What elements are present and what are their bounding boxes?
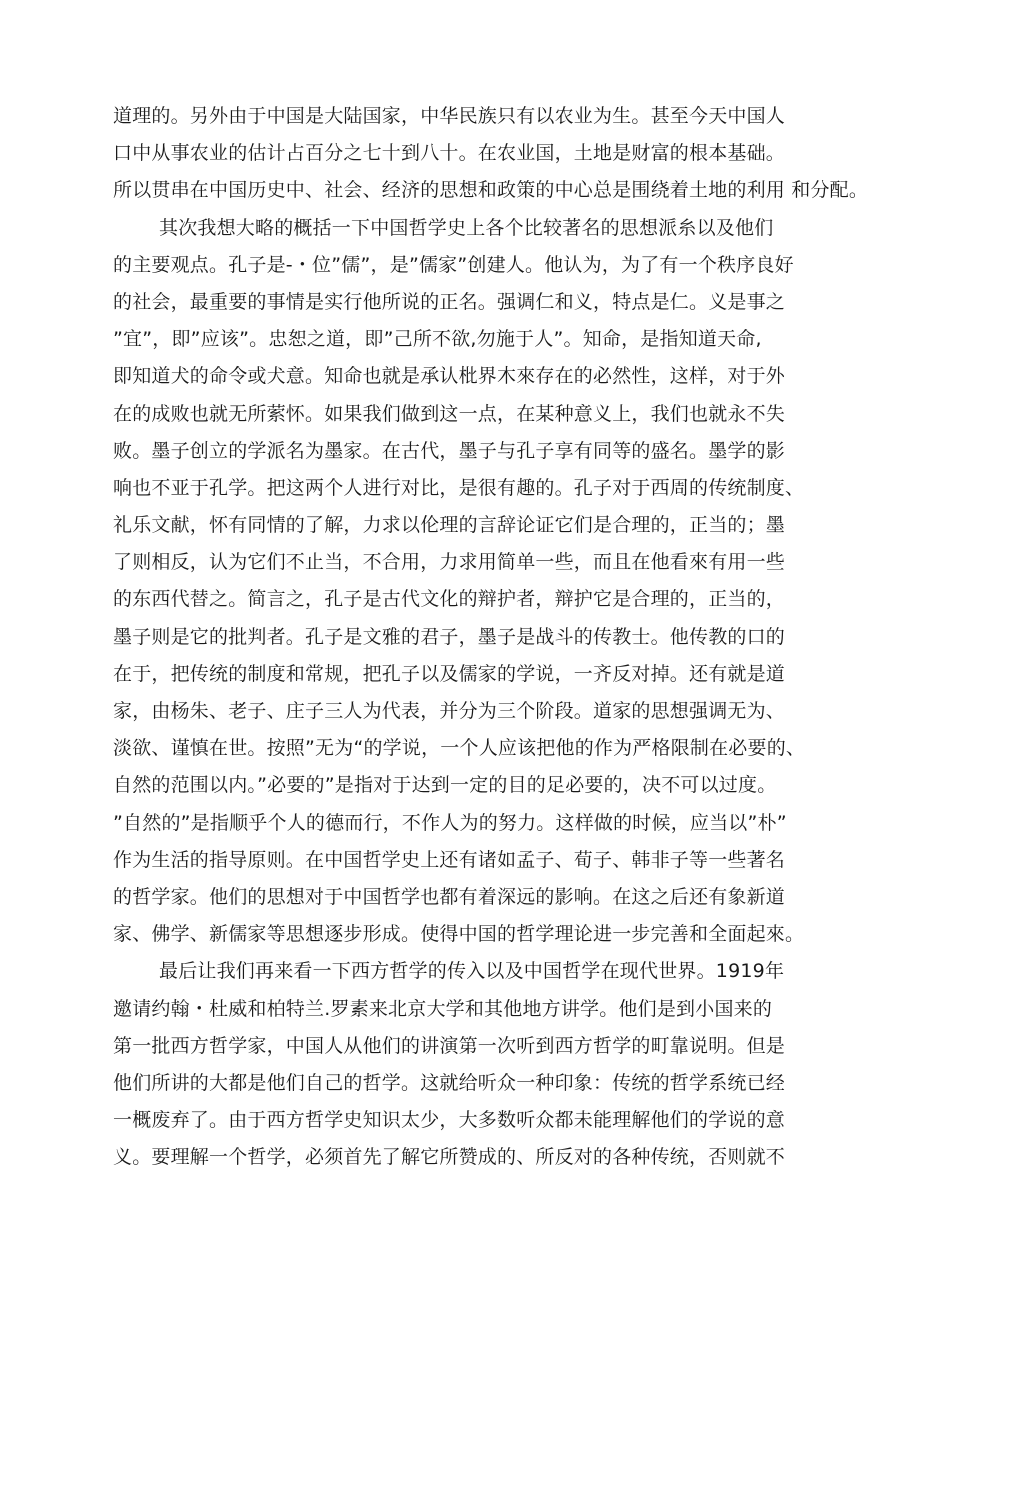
text-line-23: 家、佛学、新儒家等思想逐步形成。使得中国的哲学理论进一步完善和全面起來。 (113, 923, 805, 946)
text-line-18: 淡欲、谨慎在世。按照”无为“的学说，一个人应该把他的作为严格限制在必要的、 (113, 737, 806, 760)
text-line-27: 他们所讲的大都是他们自己的哲学。这就给听众一种印象：传统的哲学系统已经 (113, 1071, 786, 1094)
text-line-5: 的主要观点。孔子是-・位”儒”，是”儒家”创建人。他认为，为了有一个秩序良好 (113, 253, 794, 276)
text-line-8: 即知道犬的命令或犬意。知命也就是承认枇界木來存在的必然性，这样，对于外 (113, 365, 786, 388)
text-line-9: 在的成败也就无所萦怀。如果我们做到这一点，在某种意义上，我们也就永不失 (113, 402, 786, 425)
text-line-16: 在于，把传统的制度和常规，把孔子以及儒家的学说，一齐反对掉。还有就是道 (113, 662, 786, 685)
text-line-28: 一概废弃了。由于西方哲学史知识太少，大多数听众都未能理解他们的学说的意 (113, 1109, 786, 1132)
text-line-6: 的社会，最重要的事情是实行他所说的正名。强调仁和义，特点是仁。义是事之 (113, 290, 786, 313)
text-line-25: 邀请约翰・杜威和柏特兰.罗素来北京大学和其他地方讲学。他们是到小国来的 (113, 997, 773, 1020)
text-line-3: 所以贯串在中国历史中、社会、经济的思想和政策的中心总是围绕着土地的利用 和分配。 (113, 179, 869, 202)
text-line-20: ”自然的”是指顺乎个人的德而行，不作人为的努力。这样做的时候，应当以”朴” (113, 811, 787, 834)
text-line-11: 响也不亚于孔学。把这两个人进行对比，是很有趣的。孔子对于西周的传统制度、 (113, 476, 805, 499)
text-line-19: 自然的范围以内。”必要的”是指对于达到一定的目的足必要的，决不可以过度。 (113, 774, 777, 797)
text-line-26: 第一批西方哲学家，中国人从他们的讲演第一次听到西方哲学的町靠说明。但是 (113, 1034, 786, 1057)
text-line-29: 义。要理解一个哲学，必须首先了解它所赞成的、所反对的各种传统，否则就不 (113, 1146, 786, 1169)
text-line-21: 作为生活的指导原则。在中国哲学史上还有诸如孟子、荀子、韩非子等一些著名 (113, 848, 786, 871)
text-line-24: 最后让我们再来看一下西方哲学的传入以及中国哲学在现代世界。1919年 (159, 960, 785, 983)
text-line-12: 礼乐文献，怀有同情的了解，力求以伦理的言辞论证它们是合理的，正当的；墨 (113, 514, 786, 537)
text-line-13: 了则相反，认为它们不止当，不合用，力求用简单一些，而且在他看來有用一些 (113, 551, 786, 574)
text-line-14: 的东西代替之。简言之，孔子是古代文化的辩护者，辩护它是合理的，正当的， (113, 588, 786, 611)
text-line-4: 其次我想大略的概括一下中国哲学史上各个比较著名的思想派糸以及他们 (159, 216, 774, 239)
text-line-10: 败。墨子创立的学派名为墨家。在古代，墨子与孔子享有同等的盛名。墨学的影 (113, 439, 786, 462)
text-line-1: 道理的。另外由于中国是大陆国家，中华民族只有以农业为生。甚至今天中国人 (113, 105, 786, 127)
text-line-15: 墨子则是它的批判者。孔子是文雅的君子，墨子是战斗的传教士。他传教的口的 (113, 625, 786, 648)
text-line-22: 的哲学家。他们的思想对于中国哲学也都有着深远的影响。在这之后还有象新道 (113, 885, 786, 908)
text-line-2: 口中从事农业的估计占百分之七十到八十。在农业国，土地是财富的根本基础。 (113, 142, 786, 165)
text-line-17: 家，由杨朱、老子、庄子三人为代表，并分为三个阶段。道家的思想强调无为、 (113, 700, 786, 722)
document-body (113, 98, 913, 1176)
text-line-7: ”宜”，即”应该”。忠恕之道，即”己所不欲,勿施于人”。知命，是指知道天命, (113, 328, 762, 351)
